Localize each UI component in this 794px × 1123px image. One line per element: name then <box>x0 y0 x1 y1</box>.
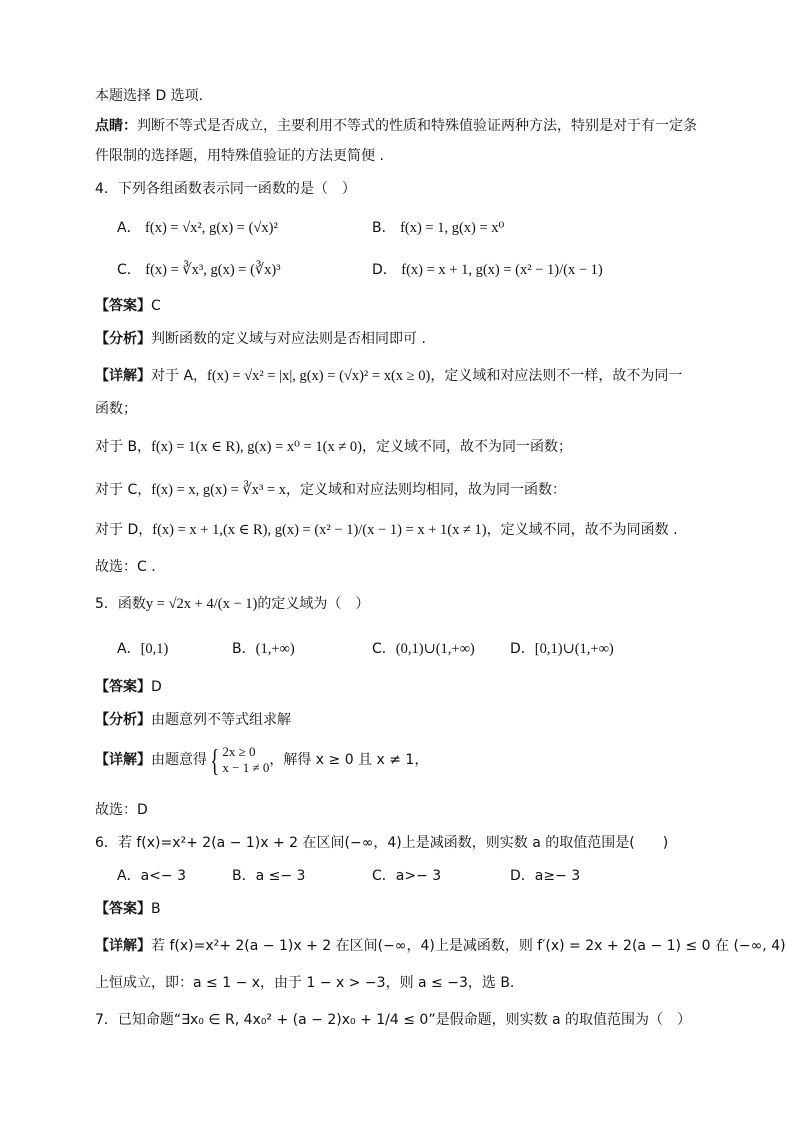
q5-system-row-2: x − 1 ≠ 0 <box>222 760 270 775</box>
q6-answer-value: B <box>151 901 161 917</box>
q4-opt-d-text: f(x) = x + 1, g(x) = (x² − 1)/(x − 1) <box>401 262 603 278</box>
q4-opt-b-text: f(x) = 1, g(x) = x⁰ <box>400 220 505 236</box>
q5-opt-b-text: (1,+∞) <box>255 641 295 657</box>
q5-answer-value: D <box>151 679 162 695</box>
q5-analysis-label: 【分析】 <box>95 712 151 728</box>
q5-opt-d-text: [0,1)∪(1,+∞) <box>534 641 614 657</box>
q4-detail-c-math: f(x) = x, g(x) = ∛x³ = x <box>151 482 286 498</box>
q4-option-a <box>117 218 278 238</box>
q6-answer <box>95 899 161 919</box>
q4-detail-a-cont: 函数； <box>95 401 137 417</box>
q5-detail <box>95 744 428 776</box>
q4-option-c <box>117 260 281 280</box>
q4-detail-d-pre: 对于 D， <box>95 522 153 538</box>
tip-text: 判断不等式是否成立，主要利用不等式的性质和特殊值验证两种方法，特别是对于有一定条 <box>137 118 697 134</box>
q4-conclusion: 故选：C . <box>95 559 156 575</box>
q4-option-d <box>372 260 603 280</box>
q4-detail-d <box>95 520 678 540</box>
q6-option-c: C．a>− 3 <box>372 868 442 884</box>
q5-opt-b-label: B． <box>232 641 256 657</box>
q6-option-b: B．a ≤− 3 <box>232 868 306 884</box>
q5-detail-label: 【详解】 <box>95 752 151 768</box>
q4-opt-c-text: f(x) = ∛x³, g(x) = (∛x)³ <box>145 262 281 278</box>
q4-detail-label: 【详解】 <box>95 368 151 384</box>
q5-option-b <box>232 639 295 659</box>
tip-line <box>95 116 697 136</box>
q4-detail-a <box>95 366 682 386</box>
q5-detail-pre: 由题意得 <box>151 752 207 768</box>
intro-line: 本题选择 D 选项. <box>95 88 204 104</box>
q5-analysis <box>95 710 291 730</box>
q5-stem-math: y = √2x + 4/(x − 1) <box>145 596 258 612</box>
q5-detail-post: ，解得 x ≥ 0 且 x ≠ 1， <box>269 752 429 768</box>
q6-detail-label: 【详解】 <box>95 938 151 954</box>
q5-inequality-system: { 2x ≥ 0 x − 1 ≠ 0 <box>210 742 270 778</box>
q4-opt-c-label: C． <box>117 262 141 278</box>
q4-detail-b-math: f(x) = 1(x ∈ R), g(x) = x⁰ = 1(x ≠ 0) <box>151 439 362 455</box>
q5-stem-pre: 5．函数 <box>95 596 146 612</box>
q5-opt-d-label: D． <box>510 641 535 657</box>
q4-answer-value: C <box>151 298 161 314</box>
tip-line-2: 件限制的选择题，用特殊值验证的方法更简便 . <box>95 148 384 164</box>
q4-detail-a-pre: 对于 A， <box>151 368 208 384</box>
q4-detail-b-post: ，定义域不同，故不为同一函数； <box>361 439 572 455</box>
q4-detail-d-post: ，定义域不同，故不为同函数 . <box>486 522 678 538</box>
q4-detail-a-post: ，定义域和对应法则不一样，故不为同一 <box>430 368 683 384</box>
q4-option-b <box>372 218 504 238</box>
q4-opt-d-label: D． <box>372 262 397 278</box>
q4-analysis <box>95 329 426 349</box>
q4-stem: 4．下列各组函数表示同一函数的是（ ） <box>95 181 356 197</box>
q4-analysis-label: 【分析】 <box>95 331 151 347</box>
q4-detail-b <box>95 437 572 457</box>
q7-stem: 7．已知命题“∃x₀ ∈ R, 4x₀² + (a − 2)x₀ + 1/4 ≤ 0”是假命题，则实数 a 的取值范围为（ ） <box>95 1012 692 1028</box>
q5-option-c <box>372 639 475 659</box>
q5-answer <box>95 677 162 697</box>
q4-detail-c <box>95 480 566 500</box>
q5-opt-c-text: (0,1)∪(1,+∞) <box>395 641 475 657</box>
q6-option-d: D．a≥− 3 <box>510 868 581 884</box>
q6-detail-line-2: 上恒成立，即：a ≤ 1 − x，由于 1 − x > −3，则 a ≤ −3，选 B. <box>95 975 515 991</box>
q6-detail <box>95 936 786 956</box>
q5-stem <box>95 594 369 614</box>
q4-analysis-text: 判断函数的定义域与对应法则是否相同即可 . <box>151 331 426 347</box>
q5-opt-c-label: C． <box>372 641 396 657</box>
q5-stem-post: 的定义域为（ ） <box>257 596 370 612</box>
q6-answer-label: 【答案】 <box>95 901 151 917</box>
q6-stem: 6．若 f(x)=x²+ 2(a − 1)x + 2 在区间(−∞，4)上是减函数，则实数 a 的取值范围是( ) <box>95 835 669 851</box>
q6-detail-line-1: 若 f(x)=x²+ 2(a − 1)x + 2 在区间(−∞，4)上是减函数，则 f′(x) = 2x + 2(a − 1) ≤ 0 在 (−∞, 4) <box>151 938 786 954</box>
q5-answer-label: 【答案】 <box>95 679 151 695</box>
q5-system-row-1: 2x ≥ 0 <box>222 744 256 759</box>
q5-opt-a-text: [0,1) <box>140 641 169 657</box>
q5-conclusion: 故选：D <box>95 802 148 818</box>
q5-analysis-text: 由题意列不等式组求解 <box>151 712 291 728</box>
q4-detail-c-post: ，定义域和对应法则均相同，故为同一函数： <box>286 482 566 498</box>
q4-opt-a-text: f(x) = √x², g(x) = (√x)² <box>145 220 278 236</box>
q4-answer-label: 【答案】 <box>95 298 151 314</box>
q5-option-d <box>510 639 614 659</box>
q5-option-a <box>117 639 168 659</box>
q4-answer <box>95 296 161 316</box>
q4-detail-a-math: f(x) = √x² = |x|, g(x) = (√x)² = x(x ≥ 0) <box>207 368 431 384</box>
q6-option-a: A．a<− 3 <box>117 868 186 884</box>
tip-label: 点睛： <box>95 118 137 134</box>
q4-detail-d-math: f(x) = x + 1,(x ∈ R), g(x) = (x² − 1)/(x − 1) = x + 1(x ≠ 1) <box>152 522 487 538</box>
q4-opt-a-label: A． <box>117 220 141 236</box>
q5-opt-a-label: A． <box>117 641 141 657</box>
q4-detail-c-pre: 对于 C， <box>95 482 152 498</box>
q4-detail-b-pre: 对于 B， <box>95 439 152 455</box>
q4-opt-b-label: B． <box>372 220 396 236</box>
